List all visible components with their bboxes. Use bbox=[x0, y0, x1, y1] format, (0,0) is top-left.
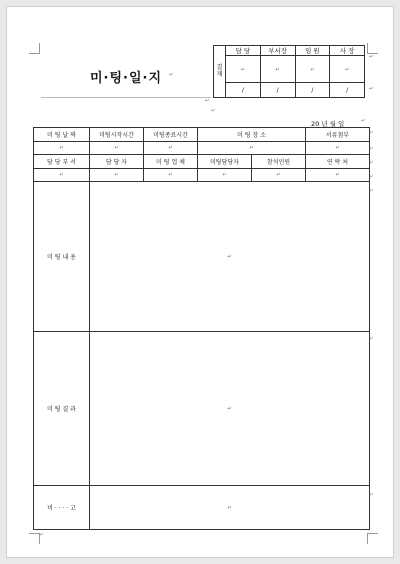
field-start-time[interactable]: ↵ bbox=[90, 142, 144, 155]
label-meeting-result: 미 팅 결 과 bbox=[34, 332, 90, 486]
label-meeting-content: 미 팅 내 용 bbox=[34, 182, 90, 332]
label-department: 담 당 부 서 bbox=[34, 155, 90, 169]
approval-side-label: 결 재 bbox=[214, 46, 226, 98]
label-end-time: 미팅종료시간 bbox=[144, 128, 198, 142]
field-attachment[interactable]: ↵ bbox=[306, 142, 370, 155]
approval-sign-cell[interactable]: ↵ bbox=[260, 56, 295, 83]
paragraph-mark: ↵ bbox=[369, 86, 374, 92]
approval-sign-cell[interactable]: ↵ bbox=[226, 56, 261, 83]
label-attendees: 참석인원 bbox=[252, 155, 306, 169]
paragraph-mark: ↵ bbox=[369, 336, 374, 342]
paragraph-mark: ↵ bbox=[361, 118, 366, 124]
field-meeting-company[interactable]: ↵ bbox=[144, 169, 198, 182]
crop-mark-tr bbox=[367, 43, 378, 54]
paragraph-mark: ↵ bbox=[369, 160, 374, 166]
paragraph-mark: ↵ bbox=[205, 98, 210, 104]
field-remarks[interactable]: ↵ bbox=[90, 486, 370, 530]
field-meeting-place[interactable]: ↵ bbox=[198, 142, 306, 155]
field-meeting-date[interactable]: ↵ bbox=[34, 142, 90, 155]
label-start-time: 미팅시작시간 bbox=[90, 128, 144, 142]
field-meeting-contact[interactable]: ↵ bbox=[198, 169, 252, 182]
field-end-time[interactable]: ↵ bbox=[144, 142, 198, 155]
label-phone: 연 락 처 bbox=[306, 155, 370, 169]
approval-sign-cell[interactable]: ↵ bbox=[330, 56, 365, 83]
label-person-in-charge: 담 당 자 bbox=[90, 155, 144, 169]
approval-date-cell[interactable]: / bbox=[260, 83, 295, 98]
approval-sign-cell[interactable]: ↵ bbox=[295, 56, 330, 83]
paragraph-mark: ↵ bbox=[169, 72, 174, 78]
approval-role: 임 원 bbox=[295, 46, 330, 56]
field-person-in-charge[interactable]: ↵ bbox=[90, 169, 144, 182]
field-meeting-content[interactable]: ↵ bbox=[90, 182, 370, 332]
label-meeting-place: 미 팅 장 소 bbox=[198, 128, 306, 142]
paragraph-mark: ↵ bbox=[369, 188, 374, 194]
document-title: 미·팅·일·지 bbox=[90, 71, 163, 86]
paragraph-mark: ↵ bbox=[369, 146, 374, 152]
paragraph-mark: ↵ bbox=[369, 54, 374, 60]
field-phone[interactable]: ↵ bbox=[306, 169, 370, 182]
label-attachment: 서류첨부 bbox=[306, 128, 370, 142]
label-meeting-contact: 미팅담당자 bbox=[198, 155, 252, 169]
label-meeting-company: 미 팅 업 체 bbox=[144, 155, 198, 169]
approval-table bbox=[213, 45, 365, 98]
paragraph-mark: ↵ bbox=[39, 532, 44, 538]
field-department[interactable]: ↵ bbox=[34, 169, 90, 182]
approval-role: 담 당 bbox=[226, 46, 261, 56]
approval-date-cell[interactable]: / bbox=[295, 83, 330, 98]
document-page bbox=[6, 6, 394, 558]
approval-role: 사 장 bbox=[330, 46, 365, 56]
approval-date-cell[interactable]: / bbox=[330, 83, 365, 98]
meeting-form-table bbox=[33, 127, 370, 530]
paragraph-mark: ↵ bbox=[211, 108, 216, 114]
approval-role: 부서장 bbox=[260, 46, 295, 56]
field-attendees[interactable]: ↵ bbox=[252, 169, 306, 182]
approval-date-cell[interactable]: / bbox=[226, 83, 261, 98]
title-rule bbox=[41, 97, 211, 98]
crop-mark-tl bbox=[29, 43, 40, 54]
date-rest: 년 월 일 bbox=[321, 120, 345, 128]
paragraph-mark: ↵ bbox=[369, 174, 374, 180]
paragraph-mark: ↵ bbox=[369, 492, 374, 498]
date-year[interactable]: 20 bbox=[311, 120, 320, 128]
label-remarks: 비 · · · · 고 bbox=[34, 486, 90, 530]
crop-mark-br bbox=[367, 533, 378, 544]
paragraph-mark: ↵ bbox=[369, 130, 374, 136]
field-meeting-result[interactable]: ↵ bbox=[90, 332, 370, 486]
label-meeting-date: 미 팅 날 짜 bbox=[34, 128, 90, 142]
